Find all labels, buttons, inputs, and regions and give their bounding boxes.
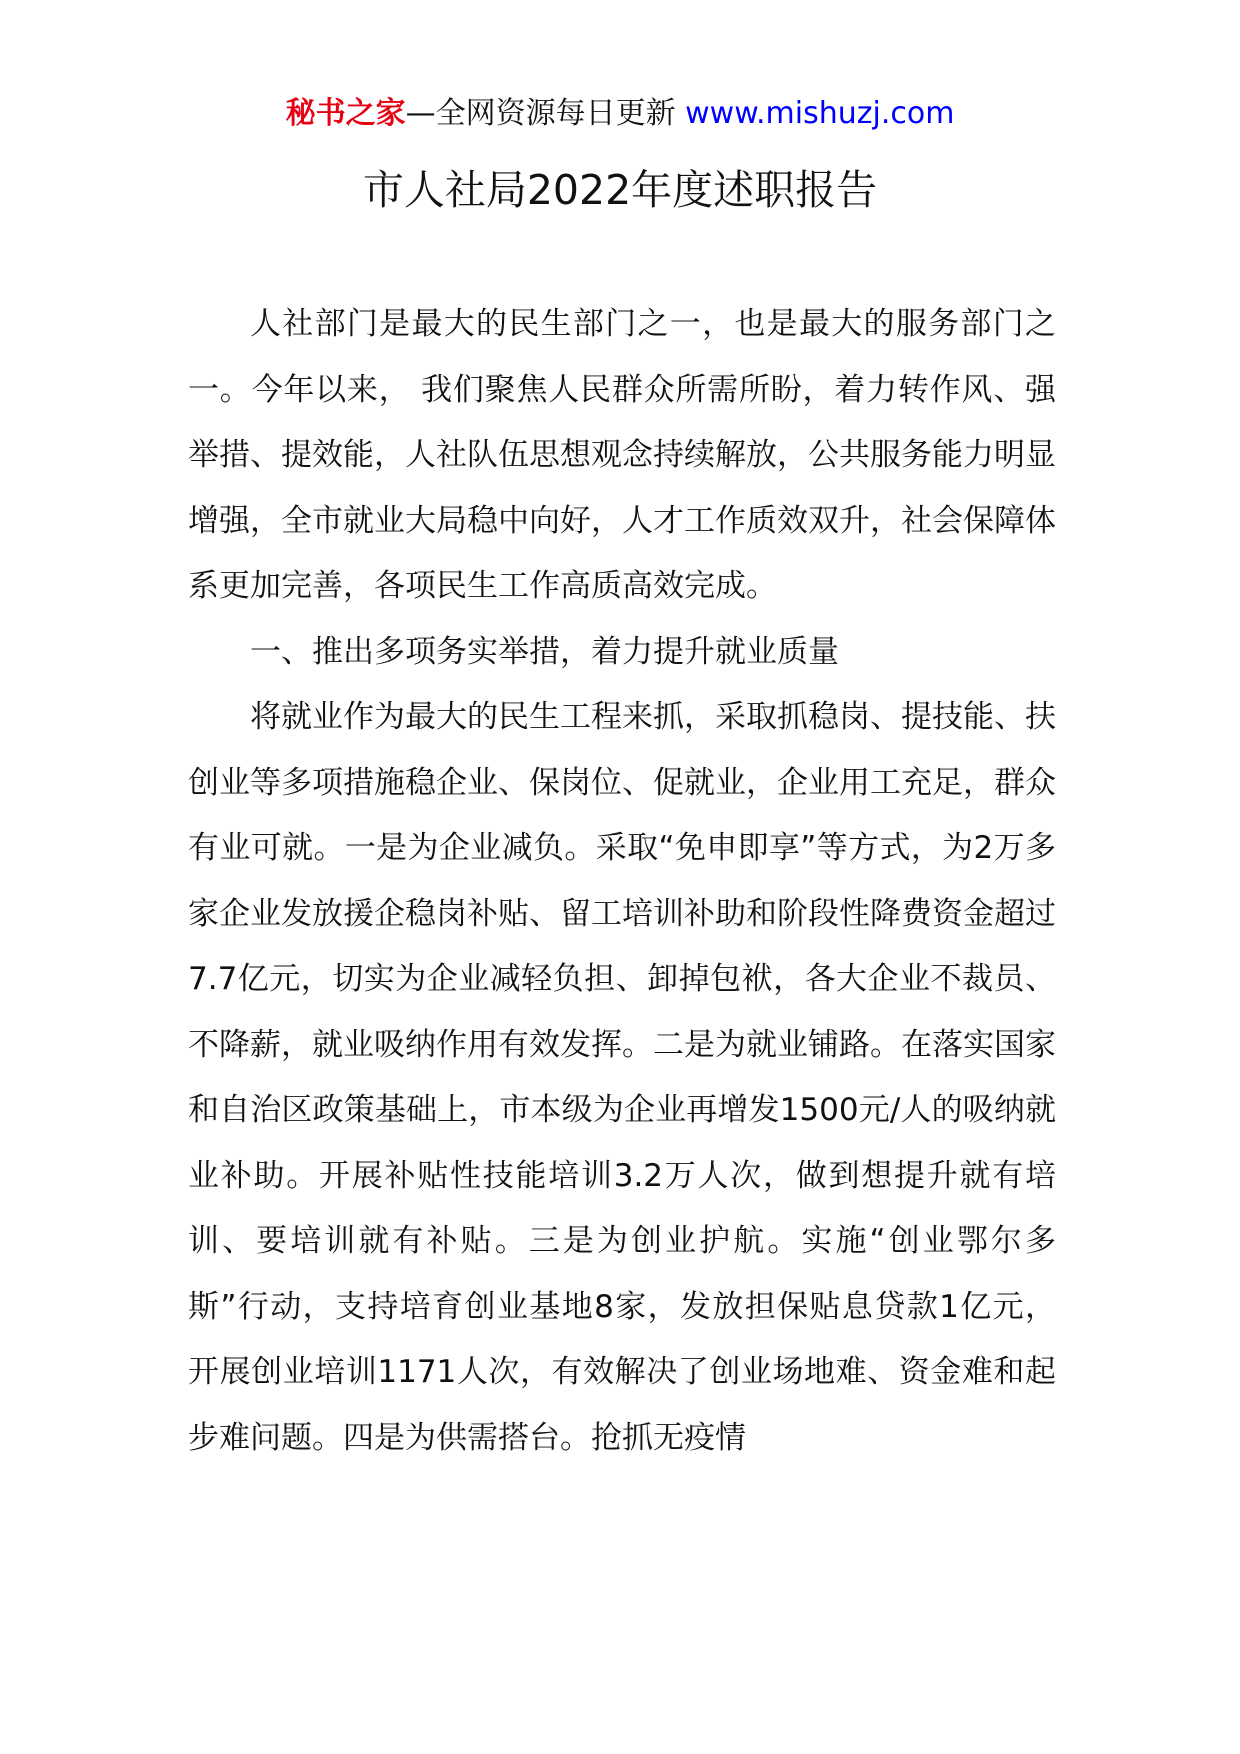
section-1-paragraph: 将就业作为最大的民生工程来抓，采取抓稳岗、提技能、扶创业等多项措施稳企业、保岗位、促就业，企业用工充足，群众有业可就。一是为企业减负。采取“免申即享”等方式，为2万多家企业发放援企稳岗补贴、留工培训补助和阶段性降费资金超过7.7亿元，切实为企业减轻负担、卸掉包袱，各大企业不裁员、不降薪，就业吸纳作用有效发挥。二是为就业铺路。在落实国家和自治区政策基础上，市本级为企业再增发1500元/人的吸纳就业补助。开展补贴性技能培训3.2万人次，做到想提升就有培训、要培训就有补贴。三是为创业护航。实施“创业鄂尔多斯”行动，支持培育创业基地8家，发放担保贴息贷款1亿元， 开展创业培训1171人次，有效解决了创业场地难、资金难和起步难问题。四是为供需搭台。抢抓无疫情 [188,699,1056,1456]
section-heading-1: 一、推出多项务实举措，着力提升就业质量 [250,633,839,670]
site-header [0,94,1240,134]
document-title: 市人社局2022年度述职报告 [362,166,878,214]
site-url-link[interactable]: www.mishuzj.com [685,96,955,131]
document-body [188,292,1056,1471]
header-tagline: —全网资源每日更新 [405,96,686,131]
intro-paragraph: 人社部门是最大的民生部门之一，也是最大的服务部门之一。今年以来， 我们聚焦人民群众所需所盼，着力转作风、强举措、提效能，人社队伍思想观念持续解放，公共服务能力明显增强，全市就业大局稳中向好，人才工作质效双升，社会保障体系更加完善，各项民生工作高质高效完成。 [188,306,1056,604]
brand-name: 秘书之家 [285,96,406,131]
